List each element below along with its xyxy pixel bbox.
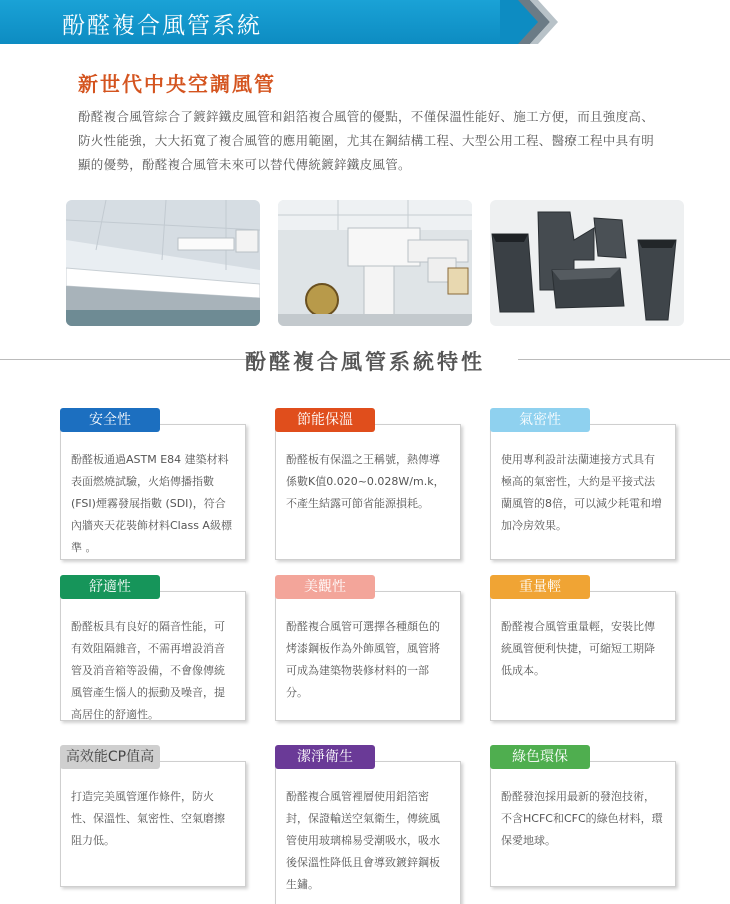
ceiling-duct-photo [66,200,260,326]
features-section-title: 酚醛複合風管系統特性 [245,350,485,374]
page-title: 酚醛複合風管系統 [62,13,262,39]
feature-tag: 美觀性 [275,575,375,599]
feature-description: 酚醛複合風管可選擇各種顏色的烤漆鋼板作為外飾風管，風管將可成為建築物裝修材料的一部分。 [275,591,461,721]
feature-tag: 潔淨衛生 [275,745,375,769]
feature-tag: 節能保溫 [275,408,375,432]
feature-tag: 重量輕 [490,575,590,599]
feature-description: 酚醛板有保溫之王稱號，熱傳導係數K值0.020~0.028W/m.k，不產生結露可節省能源損耗。 [275,424,461,560]
feature-description: 使用專利設計法蘭連接方式具有極高的氣密性，大約是平接式法蘭風管的8倍，可以減少耗電和增加冷房效果。 [490,424,676,560]
feature-description: 酚醛板具有良好的隔音性能，可有效阻隔雜音，不需再增設消音管及消音箱等設備，不會像傳統風管產生惱人的振動及噪音，提高居住的舒適性。 [60,591,246,721]
feature-tag: 高效能CP值高 [60,745,160,769]
chevron-arrows-icon [500,0,560,46]
installed-duct-room-photo [278,200,472,326]
feature-description: 酚醛發泡採用最新的發泡技術，不含HCFC和CFC的綠色材料，環保愛地球。 [490,761,676,887]
feature-description: 酚醛板通過ASTM E84 建築材料表面燃燒試驗，火焰傳播指數(FSI)煙霧發展指數 (SDI)，符合內牆夾天花裝飾材料Class A級標準 。 [60,424,246,560]
feature-description: 酚醛複合風管重量輕，安裝比傳統風管便利快捷，可縮短工期降低成本。 [490,591,676,721]
divider-line-right [518,359,730,360]
feature-description: 酚醛複合風管裡層使用鋁箔密封，保證輸送空氣衛生，傳統風管使用玻璃棉易受潮吸水，吸水後保溫性降低且會導致鍍鋅鋼板生鏽。 [275,761,461,904]
header-banner [0,0,730,46]
intro-subtitle: 新世代中央空調風管 [78,72,276,96]
feature-tag: 綠色環保 [490,745,590,769]
feature-tag: 舒適性 [60,575,160,599]
duct-fittings-photo [490,200,684,326]
feature-description: 打造完美風管運作條件，防火性、保溫性、氣密性、空氣磨擦阻力低。 [60,761,246,887]
feature-tag: 安全性 [60,408,160,432]
features-section-header [0,344,730,374]
feature-tag: 氣密性 [490,408,590,432]
intro-paragraph: 酚醛複合風管綜合了鍍鋅鐵皮風管和鋁箔複合風管的優點，不僅保溫性能好、施工方便，而且強度高、防火性能強，大大拓寬了複合風管的應用範圍，尤其在鋼結構工程、大型公用工程、醫療工程中具有明顯的優勢，酚醛複合風管未來可以替代傳統鍍鋅鐵皮風管。 [78,109,655,172]
